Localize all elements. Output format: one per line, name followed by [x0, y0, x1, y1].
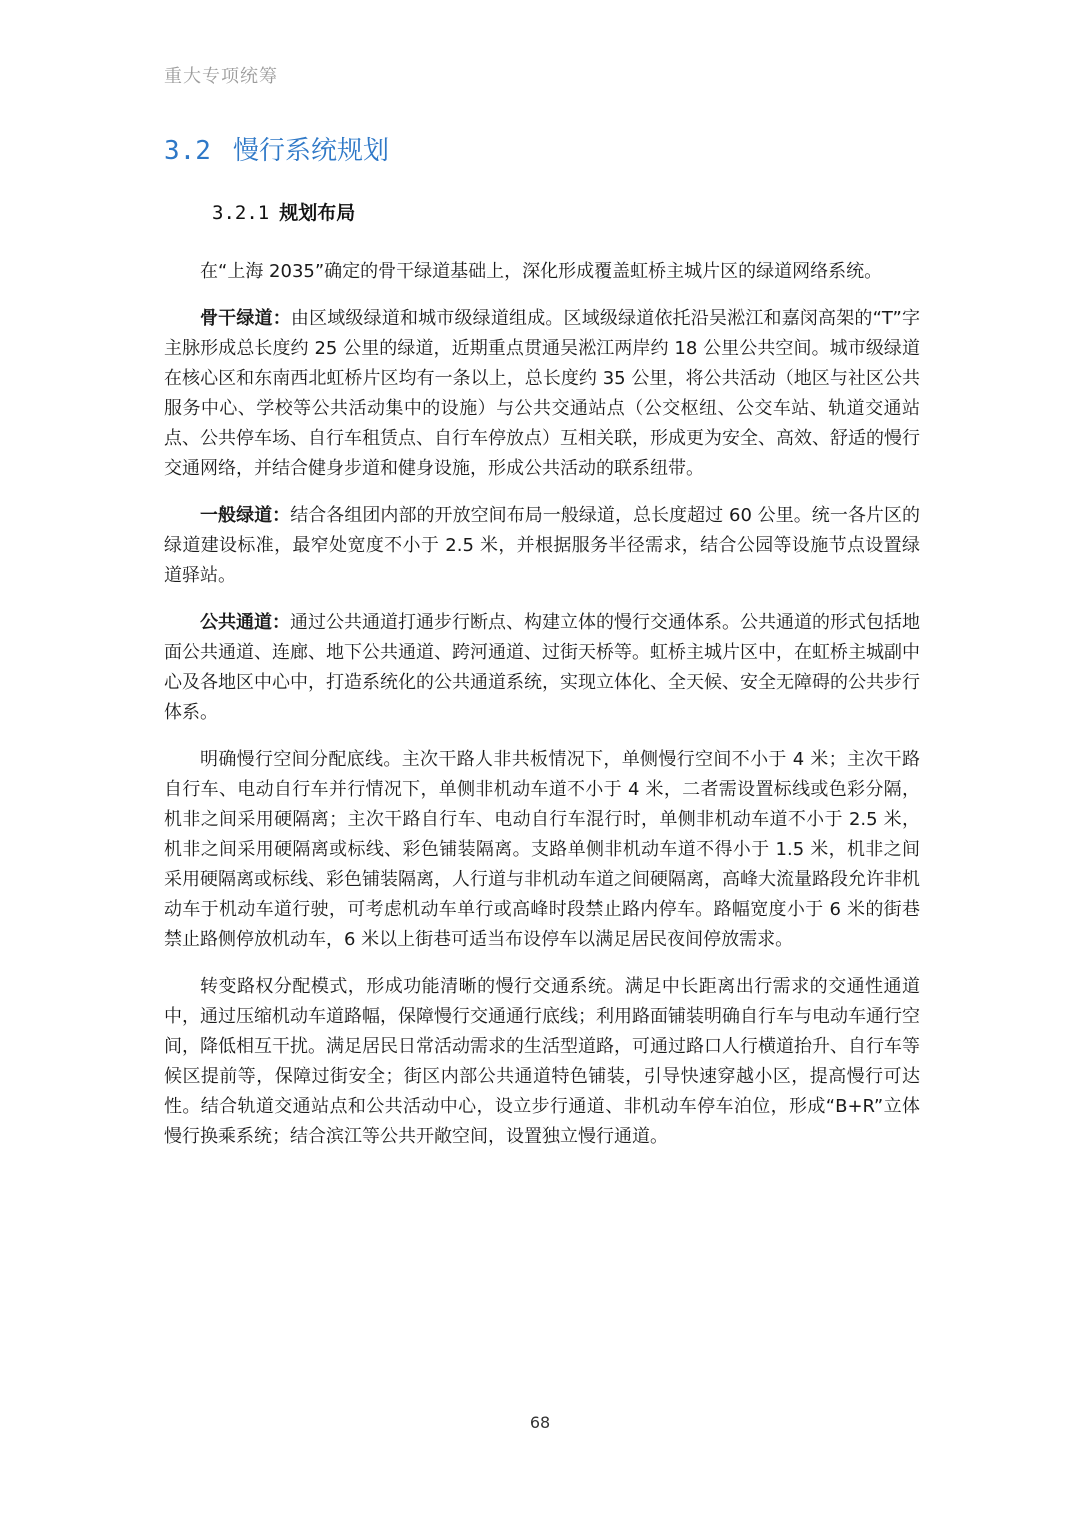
paragraph-space-allocation: [164, 745, 920, 955]
paragraph-text: 结合各组团内部的开放空间布局一般绿道，总长度超过 60 公里。统一各片区的绿道建设标准，最窄处宽度不小于 2.5 米，并根据服务半径需求，结合公园等设施节点设置绿道驿站。: [164, 505, 920, 586]
paragraph-backbone-greenway: [164, 304, 920, 484]
page-number: 68: [529, 1413, 551, 1432]
paragraph-text: 通过公共通道打通步行断点、构建立体的慢行交通体系。公共通道的形式包括地面公共通道、连廊、地下公共通道、跨河通道、过街天桥等。虹桥主城片区中，在虹桥主城副中心及各地区中心中，打造系统化的公共通道系统，实现立体化、全天候、安全无障碍的公共步行体系。: [164, 612, 920, 723]
paragraph-public-passage: [164, 608, 920, 728]
paragraph-lead: 一般绿道：: [200, 505, 291, 526]
paragraph-right-of-way: [164, 972, 920, 1152]
paragraph-text: 在“上海 2035”确定的骨干绿道基础上，深化形成覆盖虹桥主城片区的绿道网络系统。: [200, 261, 883, 282]
paragraph-text: 转变路权分配模式，形成功能清晰的慢行交通系统。满足中长距离出行需求的交通性通道中，通过压缩机动车道路幅，保障慢行交通通行底线；利用路面铺装明确自行车与电动车通行空间，降低相互干扰。满足居民日常活动需求的生活型道路，可通过路口人行横道抬升、自行车等候区提前等，保障过街安全；街区内部公共通道特色铺装，引导快速穿越小区，提高慢行可达性。结合轨道交通站点和公共活动中心，设立步行通道、非机动车停车泊位，形成“B+R”立体慢行换乘系统；结合滨江等公共开敞空间，设置独立慢行通道。: [164, 976, 920, 1147]
subsection-number: 3.2.1: [212, 202, 270, 224]
paragraph-intro: [164, 257, 920, 287]
subsection-title-text: 规划布局: [279, 202, 356, 224]
section-number: 3.2: [164, 136, 211, 166]
section-title-text: 慢行系统规划: [232, 136, 389, 166]
subsection-title: [212, 198, 355, 225]
paragraph-general-greenway: [164, 501, 920, 591]
running-header: 重大专项统筹: [164, 66, 278, 87]
body-text: [164, 257, 920, 1169]
paragraph-text: 明确慢行空间分配底线。主次干路人非共板情况下，单侧慢行空间不小于 4 米；主次干路自行车、电动自行车并行情况下，单侧非机动车道不小于 4 米，二者需设置标线或色彩分隔，机非之间采用硬隔离；主次干路自行车、电动自行车混行时，单侧非机动车道不小于 2.5 米，机非之间采用硬隔离或标线、彩色铺装隔离。支路单侧非机动车道不得小于 1.5 米，机非之间采用硬隔离或标线、彩色铺装隔离，人行道与非机动车道之间硬隔离，高峰大流量路段允许非机动车于机动车道行驶，可考虑机动车单行或高峰时段禁止路内停车。路幅宽度小于 6 米的街巷禁止路侧停放机动车，6 米以上街巷可适当布设停车以满足居民夜间停放需求。: [164, 749, 920, 950]
section-title: [164, 130, 389, 167]
paragraph-lead: 公共通道：: [200, 612, 290, 633]
paragraph-text: 由区域级绿道和城市级绿道组成。区域级绿道依托沿吴淞江和嘉闵高架的“T”字主脉形成总长度约 25 公里的绿道，近期重点贯通吴淞江两岸约 18 公里公共空间。城市级绿道在核心区和东南西北虹桥片区均有一条以上，总长度约 35 公里，将公共活动（地区与社区公共服务中心、学校等公共活动集中的设施）与公共交通站点（公交枢纽、公交车站、轨道交通站点、公共停车场、自行车租赁点、自行车停放点）互相关联，形成更为安全、高效、舒适的慢行交通网络，并结合健身步道和健身设施，形成公共活动的联系纽带。: [164, 308, 920, 479]
paragraph-lead: 骨干绿道：: [200, 308, 291, 329]
